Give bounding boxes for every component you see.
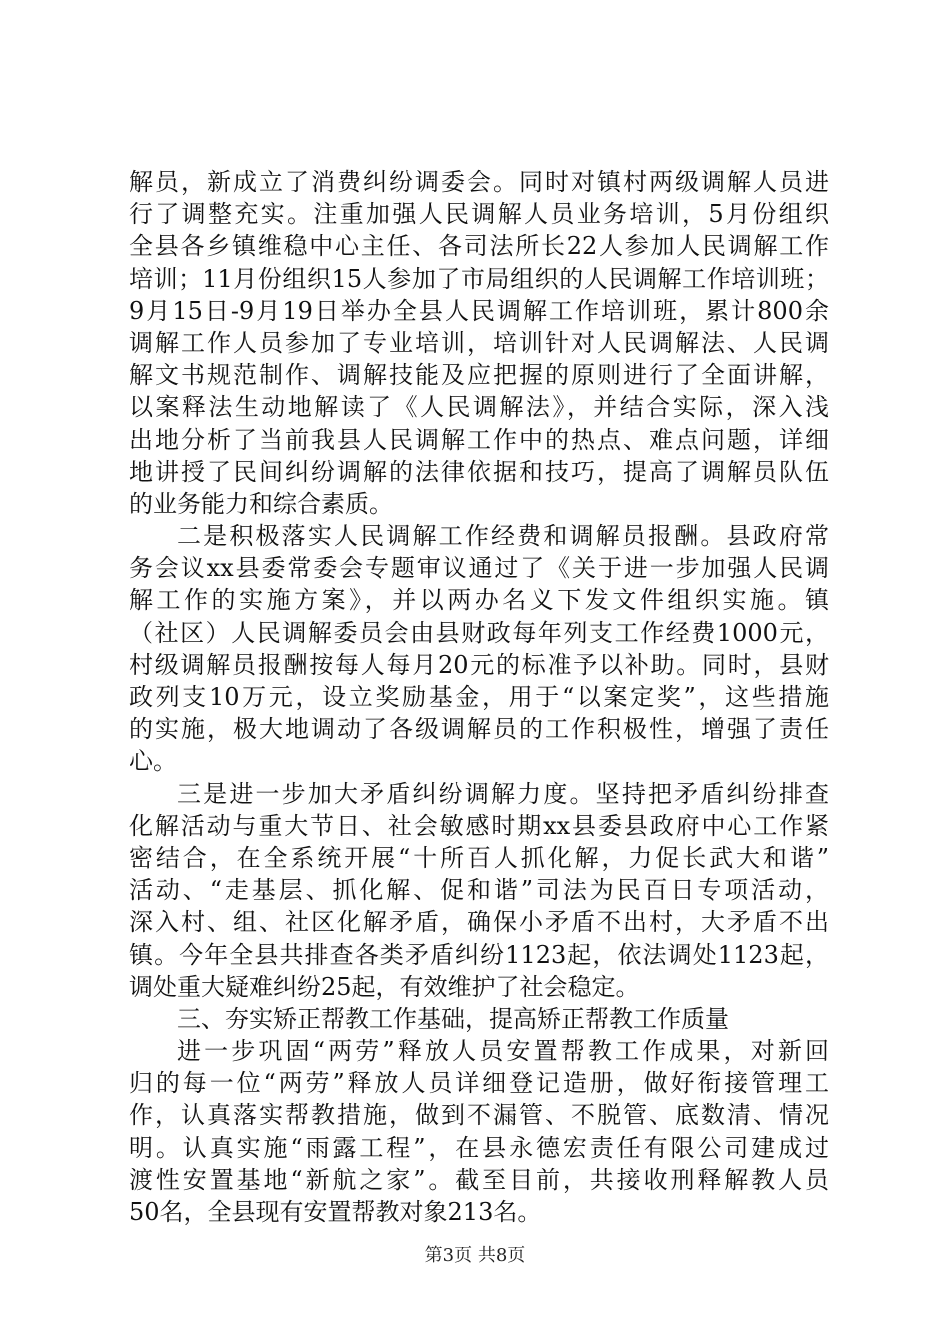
text-line: 明。认真实施“雨露工程”，在县永德宏责任有限公司建成过 — [129, 1133, 829, 1162]
text-line: 密结合，在全系统开展“十所百人抓化解，力促长武大和谐” — [129, 843, 829, 872]
text-line: 深入村、组、社区化解矛盾，确保小矛盾不出村，大矛盾不出 — [129, 908, 829, 937]
text-line: 行了调整充实。注重加强人民调解人员业务培训，5月份组织 — [129, 200, 829, 229]
text-line: 村级调解员报酬按每人每月20元的标准予以补助。同时，县财 — [129, 650, 829, 679]
text-line: 的业务能力和综合素质。 — [129, 489, 393, 518]
page-footer: 第3页 共8页 — [424, 1245, 526, 1266]
text-line: 二是积极落实人民调解工作经费和调解员报酬。县政府常 — [177, 522, 829, 551]
text-line: 作，认真落实帮教措施，做到不漏管、不脱管、底数清、情况 — [129, 1101, 829, 1130]
text-line: 镇。今年全县共排查各类矛盾纠纷1123起，依法调处1123起， — [129, 940, 829, 969]
text-line: 调解工作人员参加了专业培训，培训针对人民调解法、人民调 — [129, 328, 829, 357]
text-line: 全县各乡镇维稳中心主任、各司法所长22人参加人民调解工作 — [129, 232, 829, 261]
text-line: 化解活动与重大节日、社会敏感时期xx县委县政府中心工作紧 — [129, 811, 829, 840]
text-line: 出地分析了当前我县人民调解工作中的热点、难点问题，详细 — [129, 425, 829, 454]
text-line: 调处重大疑难纠纷25起，有效维护了社会稳定。 — [129, 972, 640, 1001]
text-line: 9月15日-9月19日举办全县人民调解工作培训班，累计800余 — [129, 296, 829, 325]
text-line: 归的每一位“两劳”释放人员详细登记造册，做好衔接管理工 — [129, 1069, 829, 1098]
text-line: 务会议xx县委常委会专题审议通过了《关于进一步加强人民调 — [129, 554, 829, 583]
text-line: 以案释法生动地解读了《人民调解法》，并结合实际，深入浅 — [129, 393, 829, 422]
text-line: 解员，新成立了消费纠纷调委会。同时对镇村两级调解人员进 — [129, 168, 829, 196]
text-line: 进一步巩固“两劳”释放人员安置帮教工作成果，对新回 — [177, 1037, 829, 1066]
text-line: 三是进一步加大矛盾纠纷调解力度。坚持把矛盾纠纷排查 — [177, 779, 829, 808]
text-line: 50名，全县现有安置帮教对象213名。 — [129, 1198, 542, 1226]
text-line: 的实施，极大地调动了各级调解员的工作积极性，增强了责任 — [129, 715, 829, 744]
text-line: 政列支10万元，设立奖励基金，用于“以案定奖”，这些措施 — [129, 683, 829, 711]
text-line: （社区）人民调解委员会由县财政每年列支工作经费1000元， — [129, 618, 829, 647]
text-line: 心。 — [129, 747, 177, 776]
text-line: 渡性安置基地“新航之家”。截至目前，共接收刑释解教人员 — [129, 1165, 829, 1194]
text-line: 解工作的实施方案》，并以两办名义下发文件组织实施。镇 — [129, 586, 829, 615]
text-line: 解文书规范制作、调解技能及应把握的原则进行了全面讲解， — [129, 361, 829, 390]
text-line: 培训；11月份组织15人参加了市局组织的人民调解工作培训班； — [129, 264, 829, 293]
text-line: 三、夯实矫正帮教工作基础，提高矫正帮教工作质量 — [177, 1004, 729, 1033]
document-body — [129, 166, 829, 1228]
text-line: 活动、“走基层、抓化解、促和谐”司法为民百日专项活动， — [129, 876, 829, 905]
text-line: 地讲授了民间纠纷调解的法律依据和技巧，提高了调解员队伍 — [129, 457, 829, 486]
